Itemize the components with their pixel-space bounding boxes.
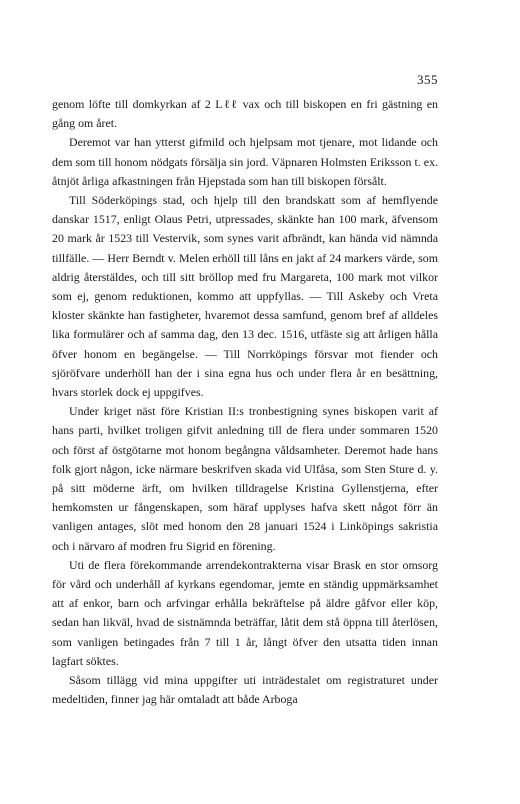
page-number: 355 <box>417 72 438 87</box>
paragraph: genom löfte till domkyrkan af 2 Lℓℓ vax och till biskopen en fri gästning en gång om året. <box>52 97 438 131</box>
paragraph: Deremot var han ytterst gifmild och hjelpsam mot tjenare, mot lidande och dem som till honom nödgats försälja sin jord. Väpnaren Holmsten Eriksson t. ex. åtnjöt årliga afkastningen från Hjepstada som han till biskopen försålt. <box>52 135 438 188</box>
paragraph: Såsom tillägg vid mina uppgifter uti inträdestalet om registraturet under medeltiden, finner jag här omtaladt att både Arboga <box>52 673 438 707</box>
paragraph: Till Söderköpings stad, och hjelp till den brandskatt som af hemflyende danskar 1517, enligt Olaus Petri, utpressades, skänkte han 100 mark, äfvensom 20 mark år 1523 till Vestervik, som synes varit afbrändt, kan hända vid nämnda tillfälle. — Herr Berndt v. Melen erhöll till låns en jakt af 24 markers värde, som aldrig återstäldes, och till sitt bröllop med fru Margareta, 100 mark mot vilkor som ej, genom reduktionen, kommo att uppfyllas. — Till Askeby och Vreta kloster skänkte han fastigheter, hvaremot dessa samfund, genom bref af alldeles lika formulärer och af samma dag, den 13 dec. 1516, utfäste sig att årligen hålla öfver honom en begängelse. — Till Norrköpings försvar mot fiender och sjöröfvare underhöll han der i sina egna hus och under flera år en besättning, hvars storlek dock ej uppgifves. <box>52 193 438 400</box>
page-body <box>52 95 438 710</box>
paragraph: Uti de flera förekommande arrendekontrakterna visar Brask en stor omsorg för vård och underhåll af kyrkans egendomar, jemte en ständig uppmärksamhet att af enkor, barn och arfvingar erhålla bekräftelse på äldre gåfvor eller köp, sedan han likväl, hvad de sistnämnda beträffar, låtit dem stå öppna till återlösen, som vanligen betingades från 7 till 1 år, långt öfver den utsatta tiden innan lagfart söktes. <box>52 557 438 668</box>
paragraph: Under kriget näst före Kristian II:s tronbestigning synes biskopen varit af hans parti, hvilket troligen gifvit anledning till de flera under sommaren 1520 och först af östgötarne mot honom begångna våldsamheter. Deremot hade hans folk gjort någon, icke närmare beskrifven skada vid Ulfåsa, som Sten Sture d. y. på sitt möderne ärft, om hvilken tilldragelse Kristina Gyllenstjerna, efter hemkomsten ur fångenskapen, som häraf upplyses hafva skett något förr än vanligen antages, slöt med honom den 28 januari 1524 i Linköpings sakristia och i närvaro af modren fru Sigrid en förening. <box>52 404 438 553</box>
